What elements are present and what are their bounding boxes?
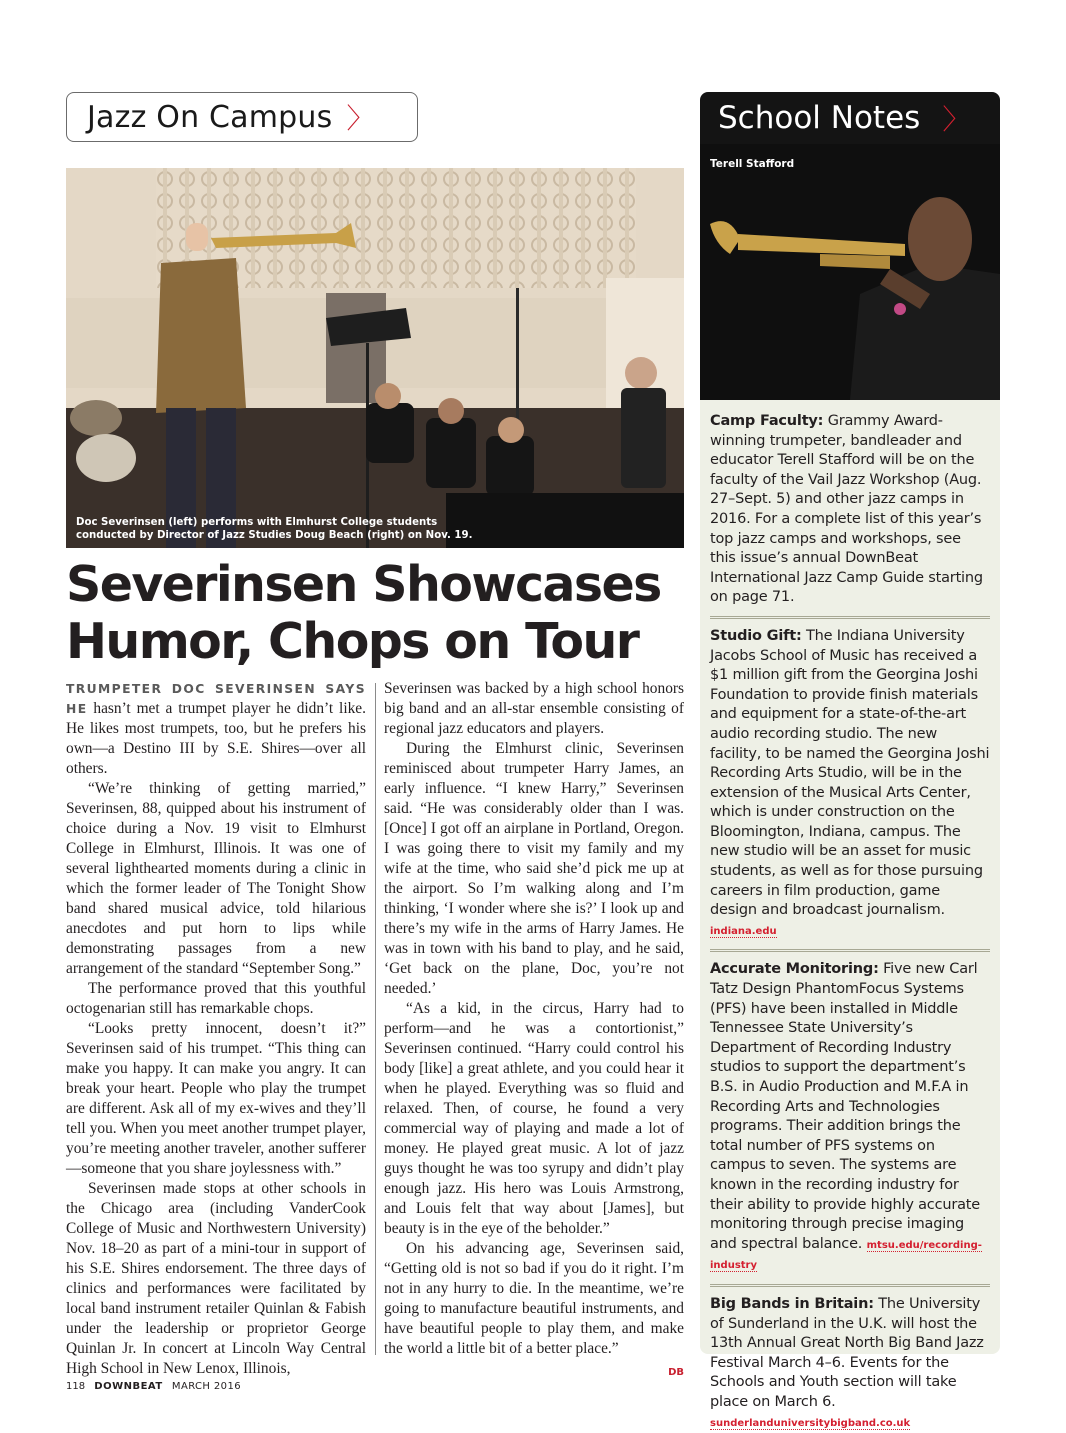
page-footer — [66, 1381, 241, 1392]
note-divider — [710, 616, 990, 619]
note-text: Five new Carl Tatz Design PhantomFocus Systems (PFS) have been installed in Middle Tennessee State University’s Department of Recording Industry studios to support the department’s B.S. in Audio Production and M.F.A in Recording Arts and Technologies programs. Their addition brings the total number of PFS systems on campus to seven. The systems are known in the recording industry for their ability to provide highly accurate monitoring through precise imaging and spectral balance. — [710, 961, 980, 1252]
article-paragraph: Severinsen was backed by a high school honors big band and an all-star ensemble consisting of regional jazz educators and players. — [384, 680, 684, 737]
section-tab-school-notes — [700, 92, 1000, 144]
section-tab-jazz-on-campus — [66, 92, 418, 142]
article-signoff: DB — [668, 1367, 684, 1378]
chevron-right-icon: 〉 — [346, 102, 375, 135]
article-paragraph: During the Elmhurst clinic, Severinsen reminisced about trumpeter Harry James, an early influence. “I knew Harry,” Severinsen said. “He was considerably older than I was. [Once] I got off an airplane in Portland, Oregon. I was going there to visit my family and my wife at the time, who said she’d pick me up at the airport. So I’m walking along and I’m thinking, ‘I wonder where she is?’ I look up and there’s my wife in the arms of Harry James. He was in town with his band to play, and he said, ‘Get back on the plane, Doc, you’re not needed.’ — [384, 740, 684, 997]
article-paragraph: “Looks pretty innocent, doesn’t it?” Severinsen said of his trumpet. “This thing can make you happy. It can make you angry. It can break your heart. People who play the trumpet are different. Ask all of my ex-wives and they’ll tell you. When you meet another trumpet player, you’re meeting another traveler, another sufferer—someone that you share joylessness with.” — [66, 1020, 366, 1177]
photo-caption: Doc Severinsen (left) performs with Elmhurst College students conducted by Director of Jazz Studies Doug Beach (right) on Nov. 19. — [76, 517, 473, 541]
concert-photo-illustration — [66, 168, 684, 548]
school-note — [710, 627, 990, 942]
article-headline: Severinsen Showcases Humor, Chops on Tour — [66, 556, 661, 670]
note-heading: Studio Gift: — [710, 627, 802, 644]
chevron-right-icon: 〉 — [942, 103, 971, 136]
magazine-name: DOWNBEAT — [94, 1381, 163, 1392]
article-paragraph: On his advancing age, Severinsen said, “Getting old is not so bad if you do it right. I’m not in any hurry to die. In the meantime, we’re going to manufacture beautiful instruments, and have beautiful people to play them, and make the world a little bit of a better place.” — [384, 1240, 684, 1357]
sidebar-photo — [700, 144, 1000, 400]
note-text: Grammy Award-winning trumpeter, bandleader and educator Terell Stafford will be on the faculty of the Vail Jazz Workshop (Aug. 27–Sept. 5) and other jazz camps in 2016. For a complete list of this year’s top jazz camps and workshops, see this issue’s annual DownBeat International Jazz Camp Guide starting on page 71. — [710, 413, 983, 606]
article-paragraph: “As a kid, in the circus, Harry had to perform—and he was a contortionist,” Severinsen continued. “Harry could control his body [like] a great athlete, and you could hear it when he played. Everything was so fluid and relaxed. Then, of course, he found a very commercial way of playing and made a lot of money. He played great music. A lot of jazz guys thought he was too syrupy and didn’t play enough jazz. His hero was Louis Armstrong, and Louis felt that way about [James], but beauty is in the eye of the beholder.” — [384, 1000, 684, 1237]
note-divider — [710, 1284, 990, 1287]
note-text: The Indiana University Jacobs School of Music has received a $1 million gift from the Georgina Joshi Foundation to provide finish materials and equipment for a state-of-the-art audio recording studio. The new facility, to be named the Georgina Joshi Recording Arts Studio, will be in the extension of the Musical Arts Center, which is under construction on the Bloomington, Indiana, campus. The new studio will be an asset for music students, as well as for those pursuing careers in film production, game design and broadcast journalism. — [710, 627, 990, 919]
trumpeter-photo-illustration — [700, 144, 1000, 400]
article-paragraph: The performance proved that this youthful octogenarian still has remarkable chops. — [66, 980, 366, 1017]
photo-credit: FRANK ALKYER — [668, 610, 677, 673]
article-paragraph: TRUMPETER DOC SEVERINSEN SAYS HE hasn’t met a trumpet player he didn’t like. He likes most trumpets, too, but he prefers his own—a Destino III by S.E. Shires—over all others. — [66, 682, 366, 777]
sidebar-title: School Notes — [718, 100, 921, 136]
note-link[interactable]: indiana.edu — [710, 925, 777, 937]
issue-date: MARCH 2016 — [171, 1381, 241, 1392]
column-divider — [375, 683, 376, 1355]
note-heading: Accurate Monitoring: — [710, 961, 879, 978]
note-text: The University of Sunderland in the U.K. will host the 13th Annual Great North Big Band Jazz Festival March 4–6. Events for the Schools and Youth section will take place on March 6. — [710, 1295, 984, 1410]
article-paragraph: Severinsen made stops at other schools in the Chicago area (including VanderCook College of Music and Northwestern University) Nov. 18–20 as part of a mini-tour in support of his S.E. Shires endorsement. The three days of clinics and performances were facilitated by local band instrument retailer Quinlan & Fabish under the leadership or proprietor George Quinlan Jr. In concert at Lincoln Way Central High School in New Lenox, Illinois, — [66, 1180, 366, 1377]
article-column-2 — [384, 679, 684, 1383]
school-note — [710, 412, 990, 608]
school-note — [710, 960, 990, 1276]
photo-subject-name: Terell Stafford — [710, 158, 795, 170]
school-notes-list — [700, 400, 1000, 1429]
note-link[interactable]: sunderlanduniversitybigband.co.uk — [710, 1417, 911, 1429]
section-title: Jazz On Campus — [87, 99, 333, 135]
article-lead-in: TRUMPETER DOC SEVERINSEN SAYS HE — [66, 682, 366, 716]
page-number: 118 — [66, 1381, 86, 1392]
note-heading: Camp Faculty: — [710, 413, 824, 429]
article-paragraph: “We’re thinking of getting married,” Severinsen, 88, quipped about his instrument of choice during a Nov. 19 visit to Elmhurst College in Elmhurst, Illinois. It was one of several lighthearted moments during a clinic in which the former leader of The Tonight Show band shared musical advice, told hilarious anecdotes and put horn to lips while demonstrating passages from a new arrangement of the standard “September Song.” — [66, 780, 366, 977]
note-link[interactable]: mtsu.edu/recording-industry — [710, 1239, 982, 1272]
note-heading: Big Bands in Britain: — [710, 1295, 874, 1312]
school-note — [710, 1295, 990, 1433]
article-column-1 — [66, 679, 366, 1379]
note-divider — [710, 949, 990, 952]
